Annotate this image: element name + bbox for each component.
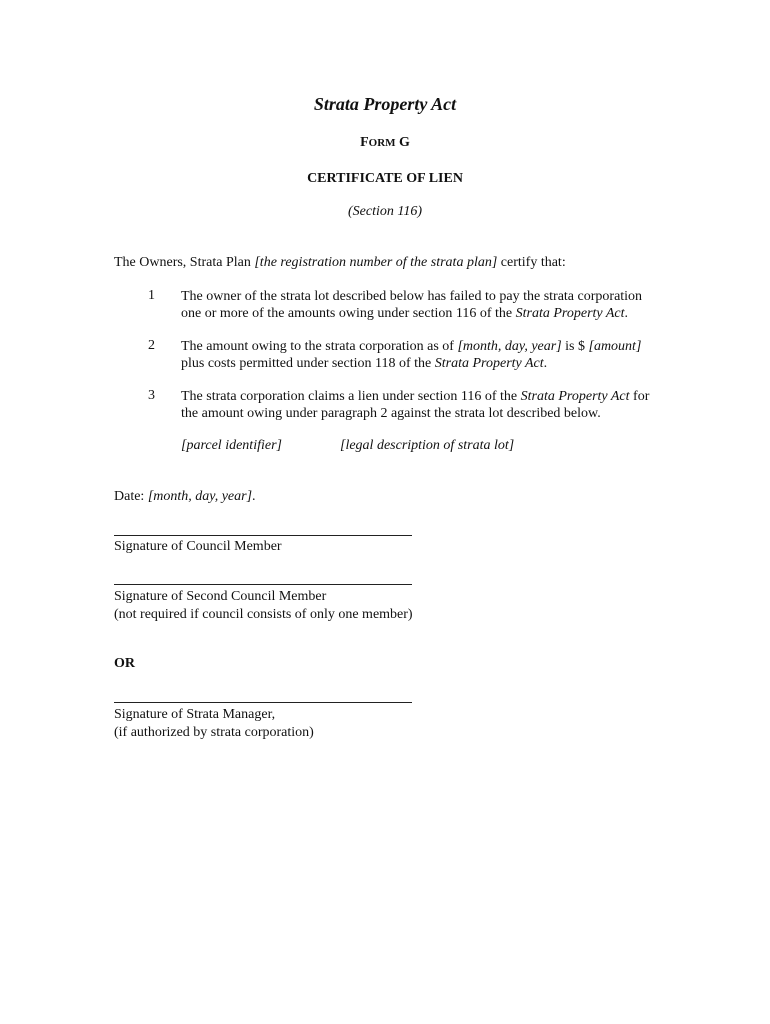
paragraph-3-line-2: the amount owing under paragraph 2 against the strata lot described below. <box>181 406 601 421</box>
form-label-letter: G <box>399 135 410 150</box>
date-line <box>114 489 256 505</box>
form-label-rest: ORM <box>368 137 396 149</box>
paragraph-1-line-2 <box>181 305 661 322</box>
section-reference: (Section 116) <box>348 204 422 219</box>
paragraph-3-text: The strata corporation claims a lien under section 116 of the <box>181 389 521 404</box>
signature-second-council-member <box>114 588 413 624</box>
paragraph-1-period: . <box>624 306 629 321</box>
paragraph-2-line-1 <box>181 338 661 355</box>
signature-line <box>114 535 412 536</box>
legal-description-placeholder: [legal description of strata lot] <box>340 438 515 453</box>
paragraph-number: 1 <box>148 288 155 303</box>
paragraph-2 <box>181 338 661 372</box>
parcel-identifier-placeholder: [parcel identifier] <box>181 438 282 453</box>
form-label <box>0 135 770 151</box>
date-placeholder: [month, day, year] <box>457 339 562 354</box>
signature-label: Signature of Second Council Member <box>114 589 327 604</box>
act-name: Strata Property Act <box>520 389 630 404</box>
document-title: Strata Property Act <box>313 94 457 114</box>
intro-statement <box>114 255 566 271</box>
paragraph-2-text-mid: is $ <box>561 339 589 354</box>
paragraph-1-text: one or more of the amounts owing under section 116 of the <box>181 306 516 321</box>
act-name: Strata Property Act <box>515 306 625 321</box>
signature-council-member <box>114 538 282 556</box>
signature-note: (not required if council consists of only one member) <box>114 607 413 622</box>
intro-text-after: certify that: <box>497 255 566 270</box>
intro-placeholder: [the registration number of the strata plan] <box>254 255 498 270</box>
paragraph-2-period: . <box>543 356 548 371</box>
signature-strata-manager <box>114 706 314 742</box>
paragraph-number: 2 <box>148 338 155 353</box>
signature-line <box>114 702 412 703</box>
paragraph-3-line-1 <box>181 388 661 405</box>
paragraph-2-text-2: plus costs permitted under section 118 of the <box>181 356 435 371</box>
paragraph-2-line-2 <box>181 355 661 372</box>
date-period: . <box>252 489 256 504</box>
paragraph-2-text: The amount owing to the strata corporation as of <box>181 339 458 354</box>
paragraph-3 <box>181 388 661 422</box>
amount-placeholder: [amount] <box>588 339 642 354</box>
signature-note: (if authorized by strata corporation) <box>114 725 314 740</box>
signature-line <box>114 584 412 585</box>
paragraph-1 <box>181 288 661 322</box>
act-name: Strata Property Act <box>434 356 544 371</box>
paragraph-number: 3 <box>148 388 155 403</box>
date-placeholder: [month, day, year] <box>147 489 253 504</box>
intro-text-before: The Owners, Strata Plan <box>114 255 255 270</box>
certificate-title: CERTIFICATE OF LIEN <box>307 171 463 186</box>
date-label: Date: <box>114 489 148 504</box>
or-label: OR <box>114 656 135 671</box>
signature-label: Signature of Council Member <box>114 539 282 554</box>
signature-label: Signature of Strata Manager, <box>114 707 276 722</box>
paragraph-3-text-after: for <box>629 389 650 404</box>
form-label-first-letter: F <box>360 135 369 150</box>
paragraph-1-line-1: The owner of the strata lot described below has failed to pay the strata corporation <box>181 289 643 304</box>
